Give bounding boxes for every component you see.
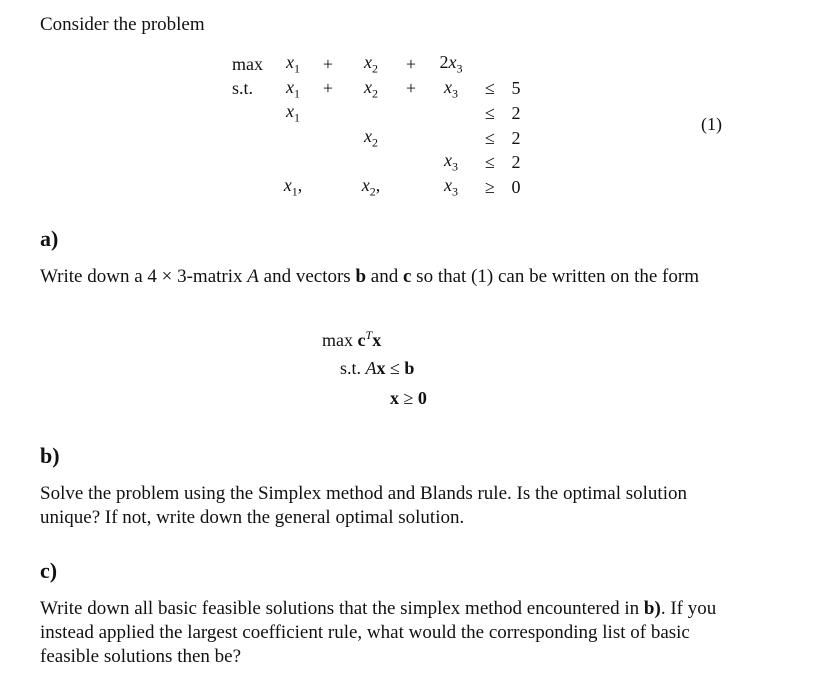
lp-row xyxy=(232,52,526,77)
lp-cell xyxy=(394,150,428,175)
part-c-text: Write down all basic feasible solutions that the simplex method encountered in b). If you instead applied the largest coefficient rule, what would the corresponding list of basic feasible solutions then be? xyxy=(40,598,717,667)
lp-cell: ≤ xyxy=(485,102,495,123)
part-a-text: Write down a 4 × 3-matrix A and vectors b and c so that (1) can be written on the form xyxy=(40,266,699,287)
lp-cell xyxy=(348,175,394,200)
lp-variable: $x_1$, xyxy=(283,174,303,199)
lp-cell xyxy=(278,101,308,126)
part-a-heading: a) xyxy=(40,226,59,251)
lp-variable: $x_1$ xyxy=(286,52,300,76)
lp-cell xyxy=(394,126,428,151)
lp-cell xyxy=(348,77,394,102)
lp-cell: + xyxy=(405,78,417,99)
lp-cell: 2 xyxy=(511,102,521,123)
equation-number: (1) xyxy=(701,114,722,134)
lp-cell xyxy=(232,101,278,126)
lp-cell xyxy=(506,52,526,77)
lp-cell xyxy=(348,150,394,175)
lp-row xyxy=(232,77,526,102)
lp-cell xyxy=(278,52,308,77)
lp-cell: 5 xyxy=(511,78,521,99)
lp-cell xyxy=(428,150,474,175)
lp-cell xyxy=(428,126,474,151)
lp-cell xyxy=(394,175,428,200)
lp-cell xyxy=(428,175,474,200)
lp-cell: + xyxy=(405,53,417,74)
lp-cell: 2 xyxy=(511,152,521,173)
lp-variable: $x_3$ xyxy=(444,174,458,199)
lp-variable: $x_3$ xyxy=(444,150,458,174)
lp-cell xyxy=(428,101,474,126)
lp-cell: + xyxy=(322,78,334,99)
linear-program xyxy=(232,52,526,200)
lp-cell xyxy=(278,77,308,102)
intro-text: Consider the problem xyxy=(40,14,205,35)
lp-cell xyxy=(308,101,348,126)
lp-cell: max xyxy=(232,53,263,74)
lp-row xyxy=(232,126,526,151)
lp-variable: $x_1$ xyxy=(286,76,300,101)
lp-cell: ≤ xyxy=(485,78,495,99)
lp-cell xyxy=(428,77,474,102)
lp-variable: $2x_3$ xyxy=(439,52,463,76)
lp-cell xyxy=(348,52,394,77)
lp-row xyxy=(232,175,526,200)
lp-cell: 2 xyxy=(511,127,521,148)
lp-cell xyxy=(428,52,474,77)
lp-variable: $x_1$ xyxy=(286,101,300,125)
lp-cell xyxy=(348,126,394,151)
lp-variable: $x_2$ xyxy=(364,76,378,101)
lp-cell xyxy=(232,126,278,151)
lp-cell: ≤ xyxy=(485,152,495,173)
lp-cell: + xyxy=(322,53,334,74)
part-b-heading: b) xyxy=(40,443,60,468)
lp-cell xyxy=(232,175,278,200)
lp-cell: ≥ xyxy=(485,176,495,197)
lp-cell xyxy=(308,175,348,200)
lp-variable: $x_2$ xyxy=(364,52,378,76)
lp-cell xyxy=(278,126,308,151)
lp-cell xyxy=(278,175,308,200)
matrix-form-display: $\max c^Tx$ s.t. Ax ≤ b x ≥ 0 xyxy=(322,328,427,408)
lp-variable: $x_2$, xyxy=(361,174,381,199)
lp-cell xyxy=(308,126,348,151)
part-b-text: Solve the problem using the Simplex method and Blands rule. Is the optimal solution unique? If not, write down the general optimal solution. xyxy=(40,483,687,528)
lp-cell xyxy=(348,101,394,126)
lp-cell: 0 xyxy=(511,176,521,197)
lp-cell xyxy=(278,150,308,175)
part-c-heading: c) xyxy=(40,558,58,583)
lp-cell xyxy=(394,101,428,126)
lp-variable: $x_3$ xyxy=(444,76,458,101)
lp-cell xyxy=(232,150,278,175)
lp-cell xyxy=(308,150,348,175)
lp-cell: ≤ xyxy=(485,127,495,148)
lp-variable: $x_2$ xyxy=(364,125,378,150)
lp-cell xyxy=(474,52,506,77)
lp-cell: s.t. xyxy=(232,78,254,99)
lp-row xyxy=(232,101,526,126)
lp-row xyxy=(232,150,526,175)
